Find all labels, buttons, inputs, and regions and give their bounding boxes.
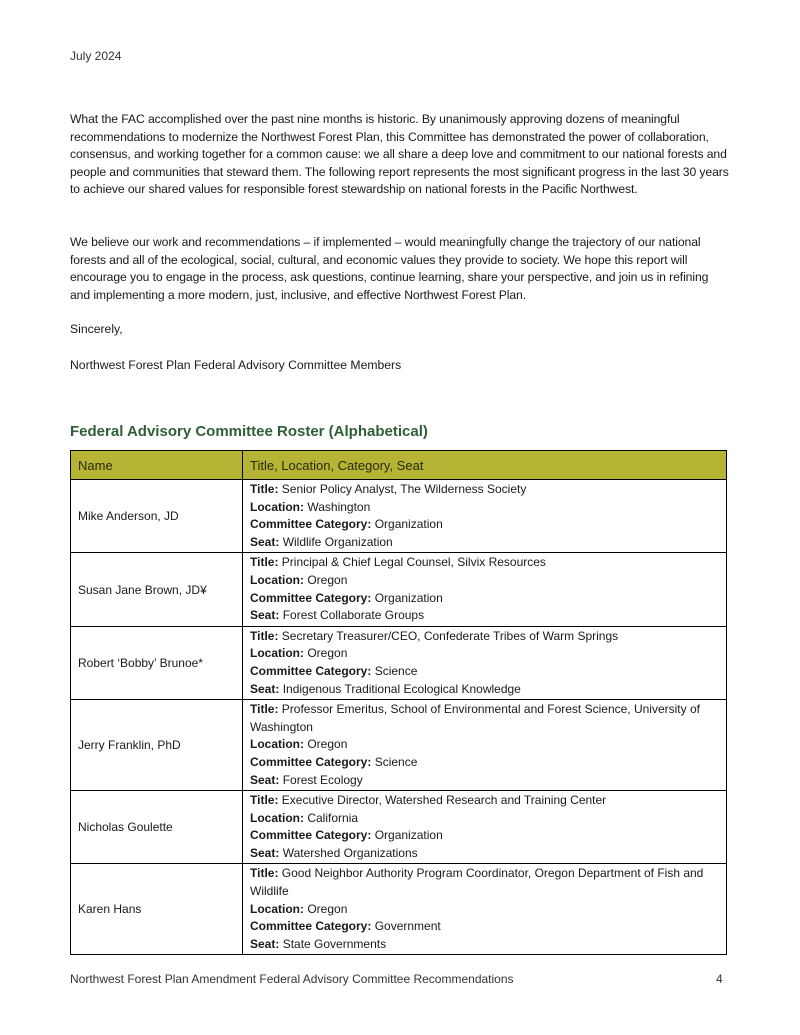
column-header-details: Title, Location, Category, Seat bbox=[243, 451, 727, 480]
detail-location bbox=[250, 572, 719, 590]
document-date: July 2024 bbox=[70, 49, 122, 63]
detail-category bbox=[250, 918, 719, 936]
table-header-row bbox=[71, 451, 727, 480]
detail-seat bbox=[250, 772, 719, 790]
detail-value: Science bbox=[374, 663, 418, 678]
detail-label: Title: bbox=[250, 555, 279, 570]
detail-value: Government bbox=[374, 919, 441, 934]
table-row bbox=[71, 480, 727, 553]
detail-label: Location: bbox=[250, 901, 304, 916]
table-row bbox=[71, 700, 727, 791]
detail-label: Committee Category: bbox=[250, 828, 372, 843]
detail-title bbox=[250, 628, 719, 646]
detail-label: Title: bbox=[250, 482, 279, 496]
detail-value: Good Neighbor Authority Program Coordinator, Oregon Department of Fish and Wildlife bbox=[250, 866, 704, 899]
detail-category bbox=[250, 516, 719, 534]
detail-value: Wildlife Organization bbox=[282, 534, 393, 549]
detail-value: Oregon bbox=[307, 572, 348, 587]
detail-label: Seat: bbox=[250, 608, 280, 623]
detail-label: Committee Category: bbox=[250, 919, 372, 934]
member-name: Karen Hans bbox=[71, 864, 243, 955]
detail-label: Seat: bbox=[250, 534, 280, 549]
detail-seat bbox=[250, 534, 719, 552]
detail-title bbox=[250, 865, 719, 900]
member-name: Jerry Franklin, PhD bbox=[71, 700, 243, 791]
detail-title bbox=[250, 554, 719, 572]
detail-category bbox=[250, 754, 719, 772]
detail-label: Committee Category: bbox=[250, 590, 372, 605]
letter-signature: Northwest Forest Plan Federal Advisory Committee Members bbox=[70, 358, 402, 372]
letter-closing: Sincerely, bbox=[70, 322, 123, 336]
member-name: Robert ‘Bobby’ Brunoe* bbox=[71, 626, 243, 699]
letter-paragraph: We believe our work and recommendations – if implemented – would meaningfully change the trajectory of our national forests and all of the ecological, social, cultural, and economic values they provide to society. We hope this report will encourage you to engage in the process, ask questions, continue learning, share your perspective, and join us in refining and implementing a more modern, just, inclusive, and effective Northwest Forest Plan. bbox=[70, 235, 709, 302]
detail-location bbox=[250, 901, 719, 919]
detail-label: Location: bbox=[250, 810, 304, 825]
detail-label: Seat: bbox=[250, 936, 280, 951]
member-details bbox=[243, 553, 727, 626]
roster-table bbox=[70, 450, 727, 955]
detail-value: Washington bbox=[307, 499, 371, 514]
detail-value: Executive Director, Watershed Research and Training Center bbox=[281, 793, 607, 808]
detail-title bbox=[250, 701, 719, 736]
detail-label: Seat: bbox=[250, 772, 280, 787]
detail-seat bbox=[250, 936, 719, 954]
letter-paragraph: What the FAC accomplished over the past nine months is historic. By unanimously approving dozens of meaningful recommendations to modernize the Northwest Forest Plan, this Committee has demonstrated the power of collaboration, consensus, and working together for a common cause: we all share a deep love and commitment to our national forests and people and communities that steward them. The following report represents the most significant progress in the last 30 years to achieve our shared values for responsible forest stewardship on national forests in the Pacific Northwest. bbox=[70, 112, 729, 197]
table-row bbox=[71, 553, 727, 626]
member-details bbox=[243, 864, 727, 955]
detail-label: Seat: bbox=[250, 681, 280, 696]
detail-title bbox=[250, 792, 719, 810]
detail-category bbox=[250, 590, 719, 608]
detail-seat bbox=[250, 845, 719, 863]
detail-location bbox=[250, 645, 719, 663]
detail-value: Secretary Treasurer/CEO, Confederate Tribes of Warm Springs bbox=[281, 628, 619, 643]
detail-location bbox=[250, 736, 719, 754]
detail-value: Organization bbox=[374, 517, 443, 532]
member-name: Mike Anderson, JD bbox=[71, 480, 243, 553]
detail-value: Organization bbox=[374, 828, 443, 843]
footer-title: Northwest Forest Plan Amendment Federal Advisory Committee Recommendations bbox=[70, 972, 514, 986]
detail-title bbox=[250, 481, 719, 499]
detail-category bbox=[250, 663, 719, 681]
table-row bbox=[71, 864, 727, 955]
detail-value: Indigenous Traditional Ecological Knowledge bbox=[282, 681, 521, 696]
member-details bbox=[243, 626, 727, 699]
detail-label: Committee Category: bbox=[250, 663, 372, 678]
detail-value: California bbox=[307, 810, 359, 825]
detail-value: Oregon bbox=[307, 737, 348, 752]
member-details bbox=[243, 791, 727, 864]
detail-label: Title: bbox=[250, 866, 279, 881]
detail-value: Professor Emeritus, School of Environmental and Forest Science, University of Washington bbox=[250, 702, 700, 734]
detail-label: Location: bbox=[250, 572, 304, 587]
roster-heading: Federal Advisory Committee Roster (Alphabetical) bbox=[70, 423, 428, 440]
detail-label: Committee Category: bbox=[250, 517, 372, 532]
detail-value: State Governments bbox=[282, 936, 387, 951]
detail-location bbox=[250, 499, 719, 517]
detail-label: Title: bbox=[250, 793, 279, 808]
table-row bbox=[71, 791, 727, 864]
member-details bbox=[243, 700, 727, 791]
detail-value: Science bbox=[374, 754, 418, 769]
detail-seat bbox=[250, 607, 719, 625]
detail-value: Oregon bbox=[307, 901, 348, 916]
detail-value: Senior Policy Analyst, The Wilderness Society bbox=[281, 482, 527, 496]
detail-value: Oregon bbox=[307, 646, 348, 661]
detail-seat bbox=[250, 681, 719, 699]
detail-label: Title: bbox=[250, 702, 279, 717]
detail-category bbox=[250, 827, 719, 845]
member-details bbox=[243, 480, 727, 553]
member-name: Nicholas Goulette bbox=[71, 791, 243, 864]
page-number: 4 bbox=[716, 972, 723, 986]
detail-label: Seat: bbox=[250, 845, 280, 860]
detail-label: Location: bbox=[250, 499, 304, 514]
table-row bbox=[71, 626, 727, 699]
detail-value: Forest Ecology bbox=[282, 772, 363, 787]
detail-label: Location: bbox=[250, 646, 304, 661]
detail-value: Principal & Chief Legal Counsel, Silvix Resources bbox=[281, 555, 546, 570]
detail-location bbox=[250, 810, 719, 828]
member-name: Susan Jane Brown, JD¥ bbox=[71, 553, 243, 626]
column-header-name: Name bbox=[71, 451, 243, 480]
detail-label: Location: bbox=[250, 737, 304, 752]
detail-label: Title: bbox=[250, 628, 279, 643]
detail-label: Committee Category: bbox=[250, 754, 372, 769]
detail-value: Organization bbox=[374, 590, 443, 605]
detail-value: Watershed Organizations bbox=[282, 845, 418, 860]
detail-value: Forest Collaborate Groups bbox=[282, 608, 425, 623]
